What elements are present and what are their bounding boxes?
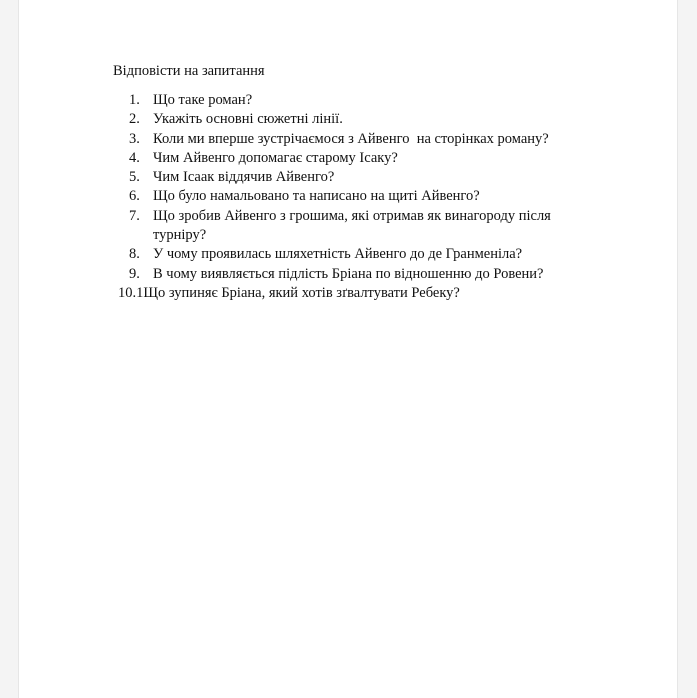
question-item (118, 284, 599, 303)
question-item (129, 149, 599, 168)
question-number: 3. (129, 130, 140, 147)
question-text: Коли ми вперше зустрічаємося з Айвенго на сторінках роману? (153, 130, 549, 147)
question-number: 10.1 (118, 284, 144, 301)
question-number: 9. (129, 265, 140, 282)
question-number: 8. (129, 246, 140, 263)
question-item (129, 187, 599, 206)
question-number: 2. (129, 111, 140, 128)
question-text: Укажіть основні сюжетні лінії. (153, 111, 343, 128)
question-text: В чому виявляється підлість Бріана по відношенню до Ровени? (153, 265, 544, 282)
question-number: 5. (129, 169, 140, 186)
question-text: Що було намальовано та написано на щиті Айвенго? (153, 188, 480, 205)
document-heading: Відповісти на запитання (113, 63, 265, 79)
question-text: Що таке роман? (153, 92, 253, 108)
question-number: 1. (129, 92, 140, 108)
question-text: У чому проявилась шляхетність Айвенго до де Гранменіла? (153, 246, 523, 263)
question-item (129, 265, 599, 284)
question-item (129, 110, 599, 129)
question-text: Чим Айвенго допомагає старому Ісаку? (153, 149, 398, 166)
question-item (129, 245, 599, 264)
question-number: 6. (129, 188, 140, 205)
document-page (18, 0, 678, 698)
question-item (129, 91, 599, 110)
question-text: Чим Ісаак віддячив Айвенго? (153, 169, 335, 186)
question-item (129, 130, 599, 149)
question-number: 7. (129, 207, 140, 224)
question-text: Що зробив Айвенго з грошима, які отримав як винагороду після турніру? (153, 207, 551, 244)
question-list (118, 91, 599, 303)
question-item (129, 168, 599, 187)
question-item (129, 207, 599, 246)
question-number: 4. (129, 149, 140, 166)
question-text: Що зупиняє Бріана, який хотів зґвалтувати Ребеку? (143, 284, 460, 301)
